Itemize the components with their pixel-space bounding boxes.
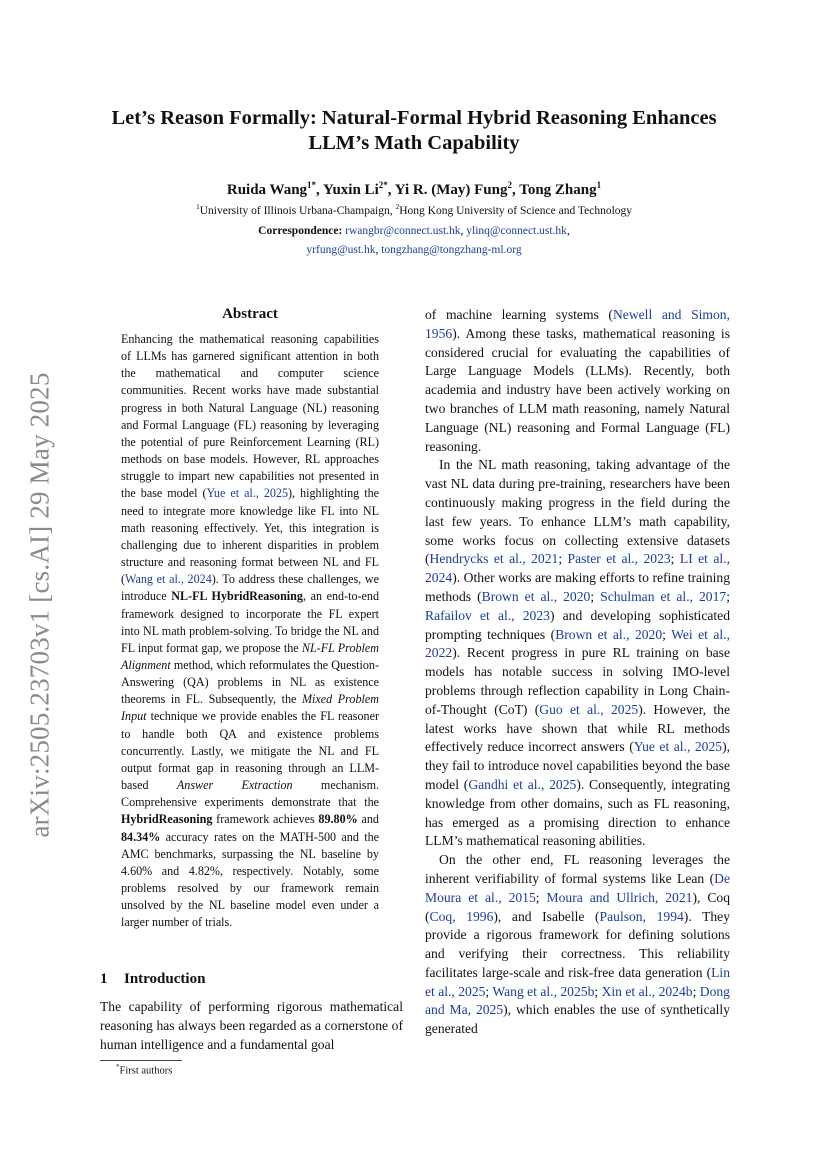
citation-link[interactable]: Wei et al., 2022 [425, 626, 730, 661]
author-list: Ruida Wang$^{1*}$, Yuxin $Li^{2*}$, Yi R. (May) Fung$^2$, Tong Zhang$^1$ [226, 180, 602, 198]
footnote [116, 1063, 172, 1077]
body-text: ), which enables the use of synthetically generated [425, 1002, 731, 1037]
body-text: ). Other works are making efforts to refine training methods ( [425, 570, 730, 604]
affiliation-mark: 2 [395, 202, 400, 211]
affiliation-mark: 1 [195, 202, 200, 211]
body-text: ). Among these tasks, mathematical reasoning is considered crucial for evaluating the capabilities of Large Language Models (LLMs). Recently, both academia and industry have been actively working on two branches of LLM math reasoning, namely Natural Language (NL) reasoning and Formal Language (FL) reasoning. [425, 325, 730, 454]
abstract-text: method, which reformulates the Question-Answering (QA) problems in NL as existence theorems in FL. Subsequently, the [121, 657, 379, 707]
technique-name: NL-FL Problem Alignment [121, 640, 379, 672]
arxiv-identifier: arXiv:2505.23703v1 [cs.AI] 29 May 2025 [24, 372, 55, 838]
body-text: of machine learning systems ( [425, 307, 613, 322]
abstract-heading: Abstract [222, 306, 278, 322]
footnote-divider [100, 1060, 182, 1061]
citation-link[interactable]: Schulman et al., 2017 [600, 588, 727, 604]
author-name: Yuxin Li [323, 182, 379, 198]
citation-link[interactable]: Yue et al., 2025 [633, 739, 723, 755]
abstract-text: framework achieves [212, 812, 319, 827]
citation-link[interactable]: LI et al., 2024 [425, 551, 730, 586]
author-name: Ruida Wang [226, 182, 308, 198]
abstract-text: and [357, 812, 379, 827]
author-mark: 2* [378, 180, 388, 190]
title-line-1: Let’s Reason Formally: Natural-Formal Hybrid Reasoning Enhances [111, 107, 717, 129]
email-link[interactable]: ylinq@connect.ust.hk [466, 225, 567, 237]
technique-name: Mixed Problem Input [121, 692, 379, 724]
citation-link[interactable]: Hendrycks et al., 2021 [429, 551, 559, 567]
citation-link[interactable]: Paulson, 1994 [599, 908, 684, 924]
abstract-text: technique we provide enables the FL reasoner to handle both QA and existence problems concurrently. Lastly, we mitigate the NL and FL output format gap in reasoning through an LLM-based [121, 709, 379, 793]
citation-link[interactable]: Paster et al., 2023 [567, 551, 671, 567]
paragraph: In the NL math reasoning, taking advantage of the vast NL data during pre-training, researchers have been continuously making progress in the field during the last few years. To enhance LLM’s math capability, some works focus on collecting extensive datasets (Hendrycks et al., 2021; Paster et al., 2023; LI et al., 2024). Other works are making efforts to refine training methods (Brown et al., 2020; Schulman et al., 2017; Rafailov et al., 2023) and developing sophisticated prompting techniques (Brown et al., 2020; Wei et al., 2022). Recent progress in pure RL training on base models has notable success in solving IMO-level problems through reflection capability in Long Chain-of-Thought (CoT) (Guo et al., 2025). However, the latest works have shown that while RL methods effectively reduce incorrect answers (Yue et al., 2025), they fail to introduce novel capabilities beyond the base model (Gandhi et al., 2025). Consequently, integrating knowledge from other domains, such as FL reasoning, has emerged as a promising direction to enhance LLM’s mathematical reasoning abilities. [425, 457, 731, 849]
footnote-text: First authors [119, 1065, 173, 1077]
arxiv-side-stamp [18, 360, 62, 850]
footnote-mark: * [116, 1063, 120, 1071]
section-heading [100, 971, 205, 988]
abstract-text: accuracy rates on the MATH-500 and the AMC benchmarks, surpassing the NL baseline by 4.60% and 4.82%, respectively. Notably, some problems resolved by our framework remain unsolved by the NL baseline model even under a larger number of trials. [121, 829, 379, 930]
citation-link[interactable]: Dong and Ma, 2025 [425, 983, 730, 1018]
section-number: 1 [100, 971, 108, 987]
paragraph: On the other end, FL reasoning leverages the inherent verifiability of formal systems like Lean (De Moura et al., 2015; Moura and Ullrich, 2021), Coq (Coq, 1996), and Isabelle (Paulson, 1994). They provide a rigorous framework for defining solutions and verifying their correctness. This reliability facilitates large-scale and risk-free data generation (Lin et al., 2025; Wang et al., 2025b; Xin et al., 2024b; Dong and Ma, 2025), which enables the use of synthetically generated [425, 852, 731, 1037]
body-text: ), they fail to introduce novel capabilities beyond the base model ( [425, 739, 730, 792]
body-text: In the NL math reasoning, taking advantage of the vast NL data during pre-training, researchers have been continuously making progress in the field during the last few years. To enhance LLM’s math capability, some works focus on collecting extensive datasets ( [425, 457, 730, 567]
intro-paragraph: The capability of performing rigorous mathematical reasoning has always been regarded as a cornerstone of human intelligence and a fundamental goal [100, 999, 403, 1052]
method-name: NL-FL HybridReasoning [171, 589, 303, 604]
affiliation-1: University of Illinois Urbana-Champaign, [199, 204, 396, 217]
correspondence-label: Correspondence: [258, 225, 343, 237]
affiliation-2: Hong Kong University of Science and Technology [399, 204, 633, 217]
citation-link[interactable]: Guo et al., 2025 [539, 701, 639, 717]
citation-link[interactable]: Lin et al., 2025 [425, 964, 730, 999]
author-mark: 1 [596, 180, 602, 190]
abstract-text: Enhancing the mathematical reasoning capabilities of LLMs has garnered significant attention in both the mathematical and computer science communities. Recent works have made substantial progress in both Natural Language (NL) reasoning and Formal Language (FL) reasoning by leveraging the potential of pure Reinforcement Learning (RL) methods on base models. However, RL approaches struggle to impart new capabilities not presented in the base model ( [121, 332, 379, 501]
citation-link[interactable]: Yue et al., 2025 [206, 486, 289, 501]
right-column [425, 306, 730, 1039]
abstract-text: ), highlighting the need to integrate more knowledge like FL into NL math reasoning effectively. Yet, this integration is challenging due to inherent disparities in problem structure and reasoning format between NL and FL ( [121, 486, 379, 587]
result-value: 84.34% [121, 829, 161, 844]
abstract-text: mechanism. Comprehensive experiments demonstrate that the [121, 778, 380, 810]
citation-link[interactable]: Coq, 1996 [429, 908, 494, 924]
body-text: ). Recent progress in pure RL training on base models has notable success in solving IMO-level problems through reflection capability in Long Chain-of-Thought (CoT) ( [425, 645, 730, 717]
citation-link[interactable]: Newell and Simon, 1956 [425, 307, 730, 341]
citation-link[interactable]: Wang et al., 2025b [492, 983, 595, 999]
author-name: Yi R. (May) Fung [394, 182, 508, 198]
author-mark: 1* [307, 180, 317, 190]
citation-link[interactable]: Wang et al., 2024 [125, 572, 212, 587]
paragraph [425, 306, 730, 456]
abstract-text: , an end-to-end framework designed to incorporate the FL expert into NL math problem-solving. To bridge the NL and FL input format gap, we propose the [121, 589, 380, 655]
paper-title [100, 106, 728, 156]
correspondence: Correspondence: rwangbr@connect.ust.hk, ylinq@connect.ust.hk, yrfung@ust.hk, tongzhang@tongzhang-ml.org [258, 225, 570, 256]
email-link[interactable]: yrfung@ust.hk [306, 244, 376, 256]
citation-link[interactable]: De Moura et al., 2015 [425, 870, 730, 905]
technique-name: Answer Extraction [176, 778, 293, 793]
email-link[interactable]: tongzhang@tongzhang-ml.org [381, 244, 522, 256]
section-title: Introduction [124, 971, 206, 987]
citation-link[interactable]: Xin et al., 2024b [601, 983, 693, 999]
abstract-text: ). To address these challenges, we introduce [121, 572, 379, 604]
body-text: ) and developing sophisticated prompting techniques ( [425, 607, 730, 642]
email-link[interactable]: rwangbr@connect.ust.hk [345, 225, 461, 237]
citation-link[interactable]: Brown et al., 2020 [555, 626, 663, 642]
body-text: ). However, the latest works have shown that while RL methods effectively reduce incorrect answers ( [425, 701, 730, 755]
author-mark: 2 [507, 180, 512, 190]
affiliations [100, 202, 728, 217]
title-line-2: LLM’s Math Capability [308, 132, 520, 154]
citation-link[interactable]: Moura and Ullrich, 2021 [546, 889, 693, 905]
body-text: ), and Isabelle ( [493, 908, 600, 924]
result-value: 89.80% [318, 812, 358, 827]
citation-link[interactable]: Rafailov et al., 2023 [425, 607, 550, 623]
framework-name: HybridReasoning [121, 812, 213, 827]
citation-link[interactable]: Gandhi et al., 2025 [468, 776, 577, 792]
body-text: ), Coq ( [425, 889, 730, 924]
body-text: ). Consequently, integrating knowledge from other domains, such as FL reasoning, has emerged as a promising direction to enhance LLM’s mathematical reasoning abilities. [425, 776, 731, 849]
author-name: Tong Zhang [519, 182, 597, 198]
body-text: On the other end, FL reasoning leverages the inherent verifiability of formal systems like Lean ( [425, 852, 730, 886]
citation-link[interactable]: Brown et al., 2020 [481, 588, 591, 604]
abstract-body [121, 331, 379, 931]
body-text: ). They provide a rigorous framework for defining solutions and verifying their correctness. This reliability facilitates large-scale and risk-free data generation ( [425, 908, 731, 980]
